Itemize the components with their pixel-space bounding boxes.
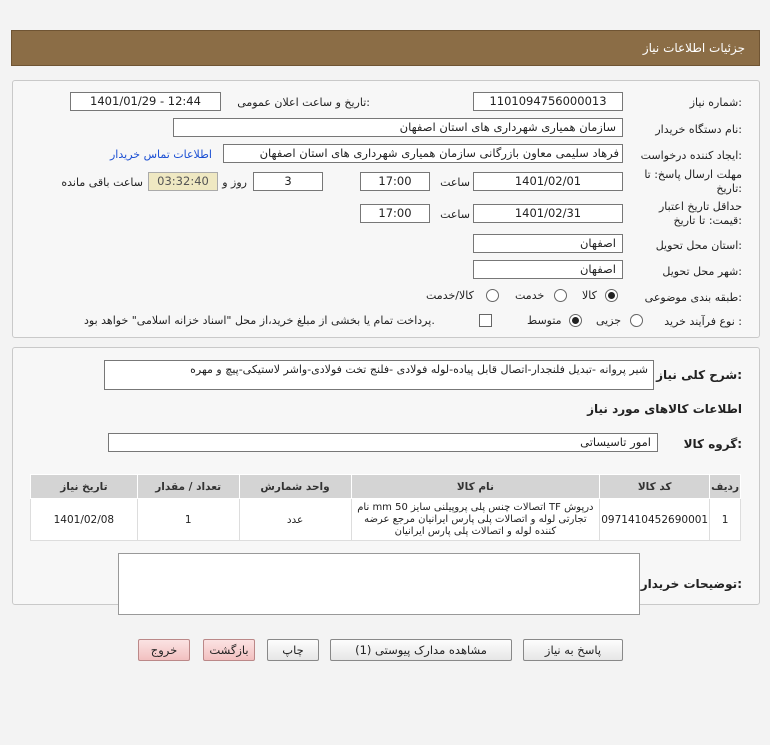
creator-field[interactable]: فرهاد سلیمی معاون بازرگانی سازمان همیاری شهرداری های استان اصفهان (223, 144, 623, 163)
attachments-button[interactable]: مشاهده مدارک پیوستی (1) (330, 639, 512, 661)
buyer-notes-label: توضیحات خریدار: (640, 577, 742, 591)
category-radio-goods-service[interactable] (486, 289, 499, 302)
purchase-radio-medium[interactable] (569, 314, 582, 327)
deadline-time-field[interactable]: 17:00 (360, 172, 430, 191)
summary-label: شرح کلی نیاز: (656, 368, 742, 382)
category-option-goods: کالا (582, 289, 597, 302)
validity-label-line1: حداقل تاریخ اعتبار (658, 200, 742, 213)
category-radio-goods[interactable] (605, 289, 618, 302)
cell-date: 1401/02/08 (31, 499, 138, 541)
back-button[interactable]: بازگشت (203, 639, 255, 661)
col-code: کد کالا (600, 475, 710, 499)
validity-time-field[interactable]: 17:00 (360, 204, 430, 223)
validity-label-line2: قیمت: تا تاریخ: (673, 214, 742, 227)
goods-table (30, 474, 741, 541)
city-label: شهر محل تحویل: (662, 265, 742, 278)
validity-date-field[interactable]: 1401/02/31 (473, 204, 623, 223)
remaining-label: ساعت باقی مانده (61, 176, 143, 189)
col-date: تاریخ نیاز (31, 475, 138, 499)
reply-button[interactable]: پاسخ به نیاز (523, 639, 623, 661)
cell-code: 0971410452690001 (600, 499, 710, 541)
goods-group-label: گروه کالا: (683, 437, 742, 451)
purchase-option-medium: متوسط (527, 314, 562, 327)
page-title: جزئیات اطلاعات نیاز (642, 41, 745, 55)
cell-qty: 1 (137, 499, 239, 541)
creator-label: ایجاد کننده درخواست: (640, 149, 742, 162)
page-header (11, 30, 760, 66)
table-row[interactable] (31, 499, 741, 541)
deadline-date-field[interactable]: 1401/02/01 (473, 172, 623, 191)
deadline-label-line2: تاریخ: (716, 182, 742, 195)
treasury-payment-note: پرداخت تمام یا بخشی از مبلغ خرید،از محل "اسناد خزانه اسلامی" خواهد بود. (84, 314, 435, 327)
cell-row: 1 (710, 499, 741, 541)
print-button[interactable]: چاپ (267, 639, 319, 661)
cell-name: درپوش TF اتصالات چنس پلی پروپیلنی سایز 50 mm نام تجارتی لوله و اتصالات پلی پارس ایرانیان مرجع عرضه کننده لوله و اتصالات پلی پارس ایرانیان (351, 499, 600, 541)
col-unit: واحد شمارش (239, 475, 351, 499)
summary-box (104, 360, 654, 390)
goods-section-title: اطلاعات کالاهای مورد نیاز (587, 402, 742, 416)
category-label: طبقه بندی موضوعی: (644, 291, 742, 304)
deadline-time-label: ساعت (440, 176, 470, 189)
remaining-time-field: 03:32:40 (148, 172, 218, 191)
goods-group-field[interactable]: امور تاسیساتی (108, 433, 658, 452)
col-qty: تعداد / مقدار (137, 475, 239, 499)
category-option-service: خدمت (515, 289, 545, 302)
announce-datetime-field[interactable]: 1401/01/29 - 12:44 (70, 92, 221, 111)
buyer-notes-box (118, 553, 640, 615)
cell-unit: عدد (239, 499, 351, 541)
treasury-payment-checkbox[interactable] (479, 314, 492, 327)
purchase-radio-minor[interactable] (630, 314, 643, 327)
purchase-option-minor: جزیی (596, 314, 622, 327)
need-number-label: شماره نیاز: (689, 96, 742, 109)
summary-text: شیر پروانه -تبدیل فلنجدار-اتصال قابل پیاده-لوله فولادی -فلنج تخت فولادی-واشر لاستیکی-پیچ و مهره (190, 363, 648, 376)
days-label: روز و (222, 176, 247, 189)
col-row: ردیف (710, 475, 741, 499)
announce-label: تاریخ و ساعت اعلان عمومی: (237, 96, 370, 109)
contact-buyer-link[interactable]: اطلاعات تماس خریدار (110, 148, 212, 161)
deadline-label-line1: مهلت ارسال پاسخ: تا (644, 168, 742, 181)
category-radio-service[interactable] (554, 289, 567, 302)
col-name: نام کالا (351, 475, 600, 499)
exit-button[interactable]: خروج (138, 639, 190, 661)
goods-table-header (31, 475, 741, 499)
city-field[interactable]: اصفهان (473, 260, 623, 279)
buyer-org-field[interactable]: سازمان همیاری شهرداری های استان اصفهان (173, 118, 623, 137)
province-field[interactable]: اصفهان (473, 234, 623, 253)
need-number-field[interactable]: 1101094756000013 (473, 92, 623, 111)
purchase-type-label: نوع فرآیند خرید : (664, 315, 742, 328)
category-option-goods-service: کالا/خدمت (426, 289, 474, 302)
days-field[interactable]: 3 (253, 172, 323, 191)
province-label: استان محل تحویل: (655, 239, 742, 252)
buyer-org-label: نام دستگاه خریدار: (655, 123, 742, 136)
validity-time-label: ساعت (440, 208, 470, 221)
